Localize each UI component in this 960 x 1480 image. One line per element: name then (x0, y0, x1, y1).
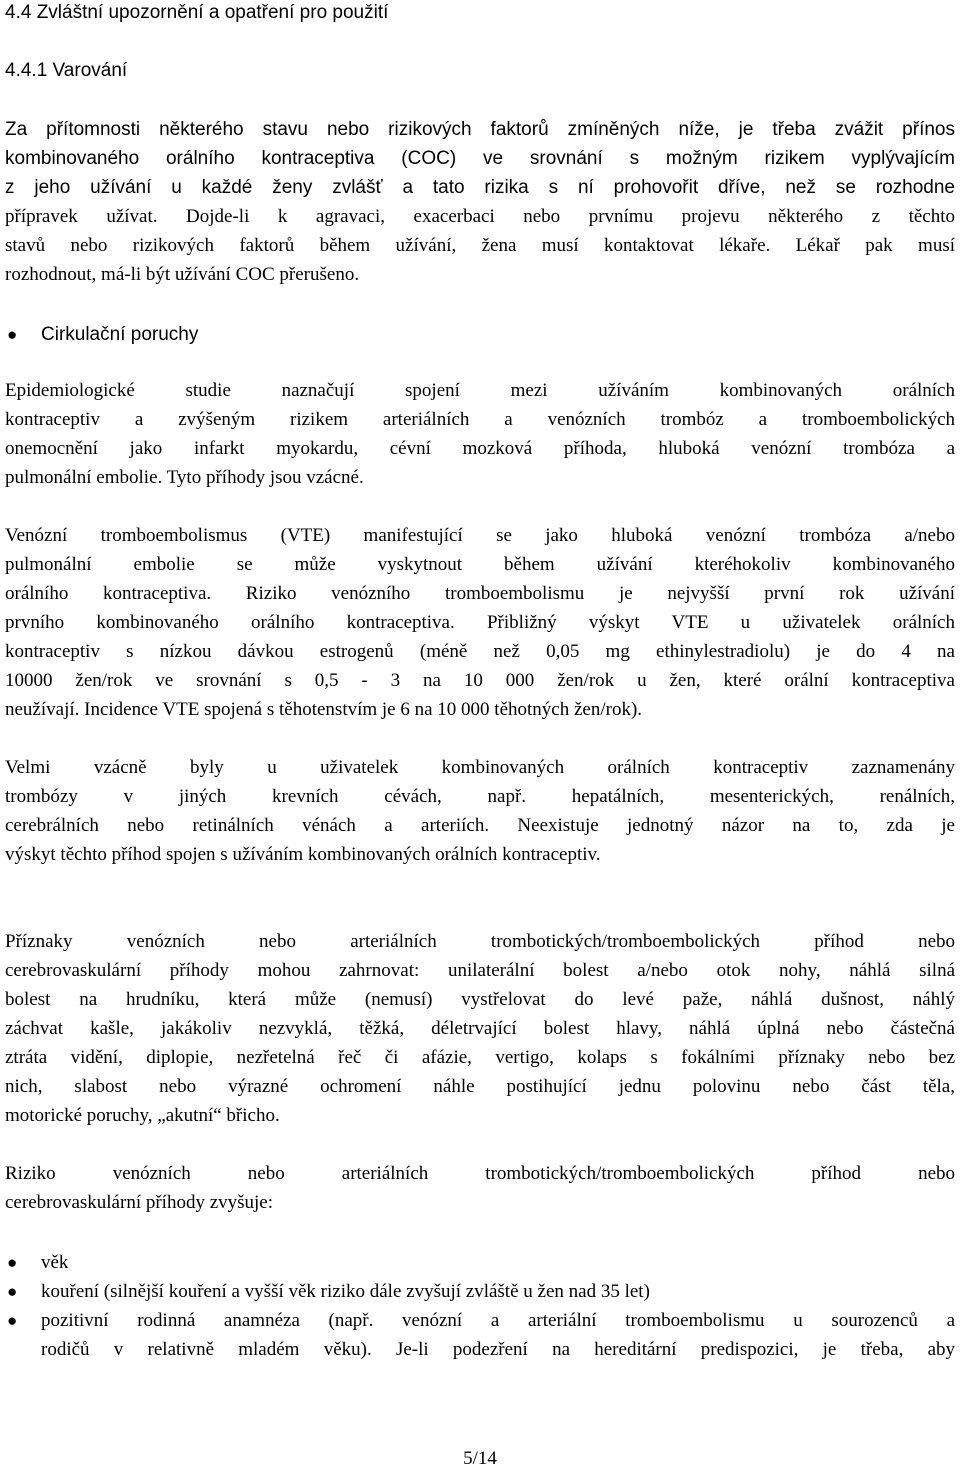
section-title: 4.4 Zvláštní upozornění a opatření pro použití (5, 2, 389, 23)
text-line: 10000 žen/rok ve srovnání s 0,5 - 3 na 10 000 žen/rok u žen, které orální kontraceptiva (5, 670, 955, 691)
paragraph-vte (5, 521, 955, 724)
bullet-icon: ● (7, 325, 18, 344)
text-line: motorické poruchy, „akutní“ břicho. (5, 1105, 280, 1126)
bullet-icon: ● (7, 1311, 18, 1330)
text-line: věk (41, 1252, 69, 1273)
text-line: nich, slabost nebo výrazné ochromení náhle postihující jednu polovinu nebo část těla, (5, 1076, 955, 1097)
text-line: bolest na hrudníku, která může (nemusí) vystřelovat do levé paže, náhlá dušnost, náhlý (5, 989, 955, 1010)
text-line: Za přítomnosti některého stavu nebo rizikových faktorů zmíněných níže, je třeba zvážit přínos (5, 119, 955, 140)
text-line: rozhodnout, má-li být užívání COC přerušeno. (5, 264, 360, 285)
text-line: ztráta vidění, diplopie, nezřetelná řeč či afázie, vertigo, kolaps s fokálními příznaky nebo bez (5, 1047, 955, 1068)
text-line: záchvat kašle, jakákoliv nezvyklá, těžká, déletrvající bolest hlavy, náhlá úplná nebo částečná (5, 1018, 955, 1039)
paragraph-other-thrombosis (5, 753, 955, 869)
bullet-icon: ● (7, 1282, 18, 1301)
text-line: Venózní tromboembolismus (VTE) manifestující se jako hluboká venózní trombóza a/nebo (5, 525, 955, 546)
text-line: trombózy v jiných krevních cévách, např. hepatálních, mesenterických, renálních, (5, 786, 955, 807)
text-line: pulmonální embolie. Tyto příhody jsou vzácné. (5, 467, 364, 488)
text-line: Epidemiologické studie naznačují spojení mezi užíváním kombinovaných orálních (5, 380, 955, 401)
text-line: Příznaky venózních nebo arteriálních trombotických/tromboembolických příhod nebo (5, 931, 955, 952)
text-line: cerebrálních nebo retinálních vénách a arteriích. Neexistuje jednotný názor na to, zda je (5, 815, 955, 836)
text-line: stavů nebo rizikových faktorů během užívání, žena musí kontaktovat lékaře. Lékař pak musí (5, 235, 955, 256)
bullet-icon: ● (7, 1253, 18, 1272)
circulatory-heading: Cirkulační poruchy (41, 324, 199, 345)
text-line: cerebrovaskulární příhody zvyšuje: (5, 1192, 274, 1213)
text-line: prvního kombinovaného orálního kontraceptiva. Přibližný výskyt VTE u uživatelek orálních (5, 612, 955, 633)
text-line: Velmi vzácně byly u uživatelek kombinovaných orálních kontraceptiv zaznamenány (5, 757, 955, 778)
text-line: z jeho užívání u každé ženy zvlášť a tato rizika s ní prohovořit dříve, než se rozhodne (5, 177, 955, 198)
text-line: kontraceptiv s nízkou dávkou estrogenů (méně než 0,05 mg ethinylestradiolu) je do 4 na (5, 641, 955, 662)
text-line: přípravek užívat. Dojde-li k agravaci, exacerbaci nebo prvnímu projevu některého z těchto (5, 206, 955, 227)
subsection-title: 4.4.1 Varování (5, 60, 128, 81)
text-line: rodičů v relativně mladém věku). Je-li podezření na hereditární predispozici, je třeba, aby (41, 1339, 955, 1360)
text-line: Riziko venózních nebo arteriálních trombotických/tromboembolických příhod nebo (5, 1163, 955, 1184)
paragraph-epidemiology (5, 376, 955, 492)
text-line: cerebrovaskulární příhody mohou zahrnovat: unilaterální bolest a/nebo otok nohy, náhlá silná (5, 960, 955, 981)
text-line: kombinovaného orálního kontraceptiva (COC) ve srovnání s možným rizikem vyplývajícím (5, 148, 955, 169)
text-line: onemocnění jako infarkt myokardu, cévní mozková příhoda, hluboká venózní trombóza a (5, 438, 955, 459)
page-number: 5/14 (463, 1448, 497, 1469)
text-line: orálního kontraceptiva. Riziko venózního tromboembolismu je nejvyšší první rok užívání (5, 583, 955, 604)
intro-paragraph (5, 115, 955, 289)
text-line: pulmonální embolie se může vyskytnout během užívání kteréhokoliv kombinovaného (5, 554, 955, 575)
text-line: neužívají. Incidence VTE spojená s těhotenstvím je 6 na 10 000 těhotných žen/rok). (5, 699, 643, 720)
paragraph-symptoms (5, 927, 955, 1130)
text-line: kouření (silnější kouření a vyšší věk riziko dále zvyšují zvláště u žen nad 35 let) (41, 1281, 650, 1302)
paragraph-risk-intro (5, 1159, 955, 1217)
text-line: kontraceptiv a zvýšeným rizikem arteriálních a venózních trombóz a tromboembolických (5, 409, 955, 430)
text-line: pozitivní rodinná anamnéza (např. venózní a arteriální tromboembolismu u sourozenců a (41, 1310, 955, 1331)
text-line: výskyt těchto příhod spojen s užíváním kombinovaných orálních kontraceptiv. (5, 844, 601, 865)
